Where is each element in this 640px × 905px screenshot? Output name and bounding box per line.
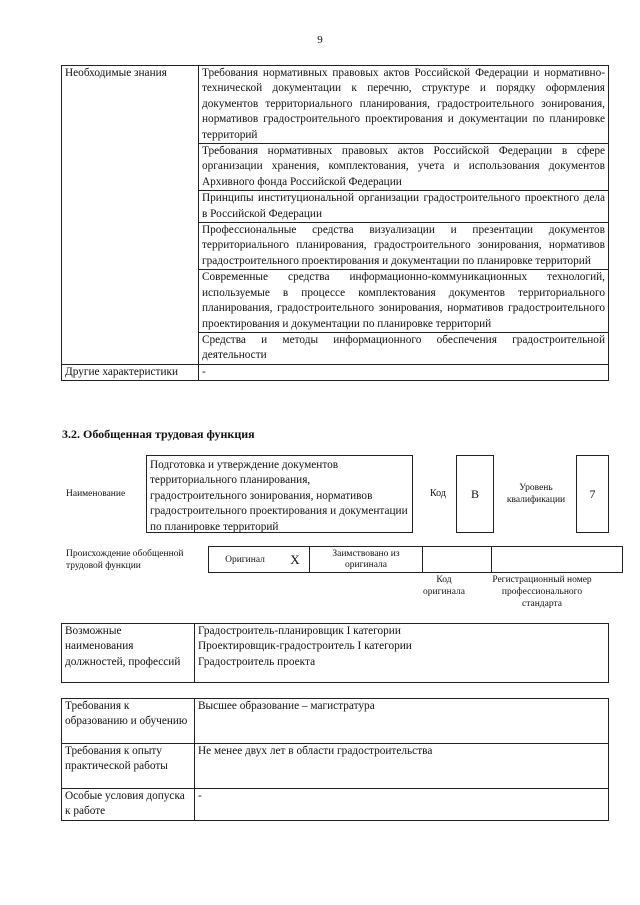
- knowledge-item: Профессиональные средства визуализации и презентации документов территориального планирования, градостроительного зонирования, нормативов градостроительного проектирования и документации по планировке территорий: [199, 223, 609, 270]
- other-characteristics-label: Другие характеристики: [62, 364, 199, 380]
- borrowed-label: Заимствовано из оригинала: [310, 547, 423, 573]
- knowledge-item: Принципы институциональной организации градостроительного проектного дела в Российской Федерации: [199, 191, 609, 223]
- reg-number-cell: [492, 547, 623, 573]
- positions-label: Возможные наименования должностей, профессий: [62, 624, 195, 683]
- section-title: 3.2. Обобщенная трудовая функция: [62, 427, 255, 441]
- original-mark: X: [281, 547, 310, 573]
- admission-conditions-label: Особые условия допуска к работе: [62, 789, 195, 821]
- reg-number-caption: Регистрационный номер профессионального стандарта: [492, 575, 592, 609]
- code-value-box: B: [456, 455, 494, 533]
- qualification-level-box: 7: [576, 455, 609, 533]
- table-row: [62, 699, 609, 744]
- code-original-caption: Код оригинала: [423, 575, 465, 597]
- requirements-table: [61, 698, 609, 821]
- position-item: Проектировщик-градостроитель I категории: [198, 640, 412, 653]
- knowledge-item: Современные средства информационно-коммуникационных технологий, используемые в процессе комплектования документов территориального планирования, градостроительного зонирования, нормативов градостроительного проектирования и документации по планировке территорий: [199, 270, 609, 333]
- origin-label: Происхождение обобщенной трудовой функции: [66, 549, 184, 571]
- knowledge-label: Необходимые знания: [62, 66, 199, 365]
- position-item: Градостроитель-планировщик I категории: [198, 625, 401, 637]
- positions-table: [61, 623, 609, 683]
- origin-table: [208, 546, 623, 573]
- positions-values: [195, 624, 609, 683]
- experience-value: Не менее двух лет в области градостроительства: [195, 744, 609, 789]
- education-value: Высшее образование – магистратура: [195, 699, 609, 744]
- knowledge-table: [61, 65, 609, 381]
- table-row: [62, 789, 609, 821]
- knowledge-item: Требования нормативных правовых актов Российской Федерации в сфере организации хранения, комплектования, учета и использования документов Архивного фонда Российской Федерации: [199, 144, 609, 191]
- code-label: Код: [430, 488, 446, 499]
- name-label: Наименование: [66, 489, 126, 499]
- qualification-level-label: Уровень квалификации: [506, 483, 566, 505]
- knowledge-item: Средства и методы информационного обеспечения градостроительной деятельности: [199, 332, 609, 364]
- table-row: [62, 744, 609, 789]
- experience-label: Требования к опыту практической работы: [62, 744, 195, 789]
- position-item: Градостроитель проекта: [198, 655, 316, 668]
- original-label: Оригинал: [209, 547, 282, 573]
- function-name-box: Подготовка и утверждение документов территориального планирования, градостроительного зонирования, нормативов градостроительного проектирования и документации по планировке территорий: [146, 455, 413, 533]
- education-label: Требования к образованию и обучению: [62, 699, 195, 744]
- code-original-cell: [423, 547, 492, 573]
- admission-conditions-value: -: [195, 789, 609, 821]
- other-characteristics-value: -: [199, 364, 609, 380]
- knowledge-item: Требования нормативных правовых актов Российской Федерации и нормативно-технической документации к перечню, структуре и порядку оформления документов территориального планирования, градостроительного зонирования, нормативов градостроительного проектирования и документации по планировке территорий: [199, 66, 609, 144]
- page-number: 9: [317, 34, 323, 46]
